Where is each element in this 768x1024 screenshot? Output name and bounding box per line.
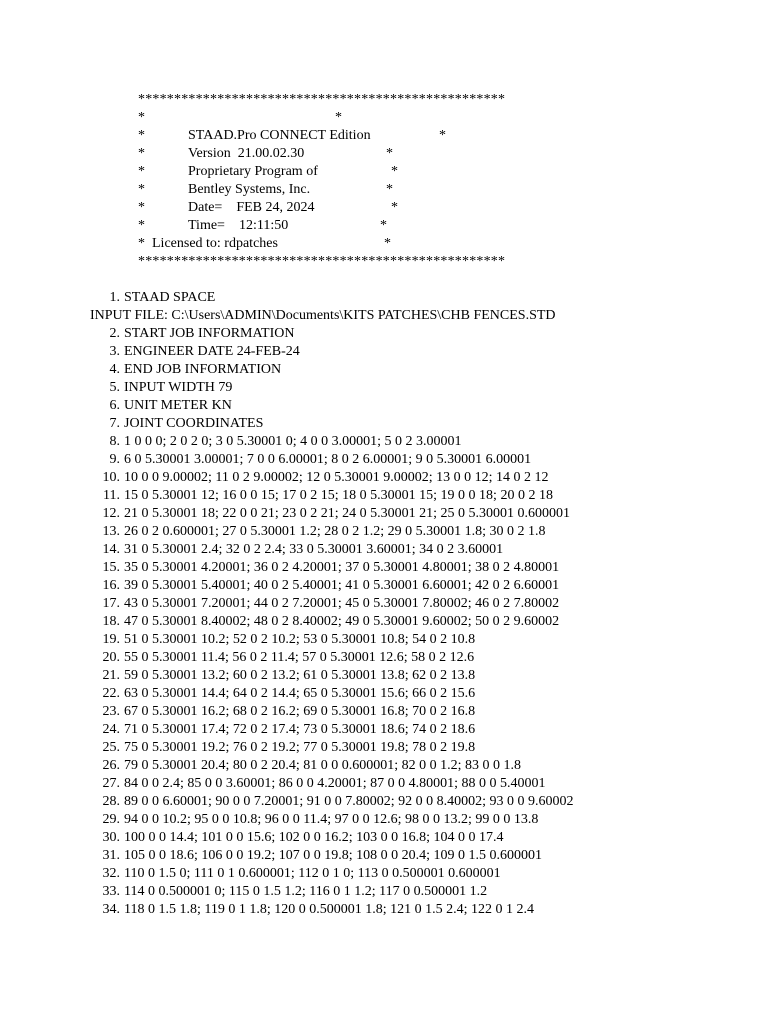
line-text: 71 0 5.30001 17.4; 72 0 2 17.4; 73 0 5.30001 18.6; 74 0 2 18.6 — [124, 722, 476, 737]
banner-star-left: * — [138, 218, 145, 233]
line-number: 10. — [102, 470, 120, 485]
line-text: 35 0 5.30001 4.20001; 36 0 2 4.20001; 37 0 5.30001 4.80001; 38 0 2 4.80001 — [124, 560, 560, 575]
line-number: 7. — [109, 416, 120, 431]
line-number: 3. — [109, 344, 120, 359]
banner-star-right: * — [439, 128, 446, 143]
input-file-path: INPUT FILE: C:\Users\ADMIN\Documents\KITS PATCHES\CHB FENCES.STD — [90, 308, 556, 323]
banner-star-left: * — [138, 164, 145, 179]
line-text: JOINT COORDINATES — [124, 416, 264, 431]
banner-star-mid: * — [335, 110, 342, 125]
line-number: 2. — [109, 326, 120, 341]
line-text: END JOB INFORMATION — [124, 362, 282, 377]
line-text: 31 0 5.30001 2.4; 32 0 2 2.4; 33 0 5.30001 3.60001; 34 0 2 3.60001 — [124, 542, 504, 557]
banner-bottom-border: *************************************************** — [138, 254, 506, 269]
line-text: 43 0 5.30001 7.20001; 44 0 2 7.20001; 45 0 5.30001 7.80002; 46 0 2 7.80002 — [124, 596, 560, 611]
line-text: 75 0 5.30001 19.2; 76 0 2 19.2; 77 0 5.30001 19.8; 78 0 2 19.8 — [124, 740, 476, 755]
banner-license: * Licensed to: rdpatches — [138, 236, 278, 251]
line-text: 15 0 5.30001 12; 16 0 0 15; 17 0 2 15; 18 0 5.30001 15; 19 0 0 18; 20 0 2 18 — [124, 488, 553, 503]
line-text: INPUT WIDTH 79 — [124, 380, 233, 395]
banner-date: Date= FEB 24, 2024 — [188, 200, 315, 215]
line-number: 6. — [109, 398, 120, 413]
line-text: 1 0 0 0; 2 0 2 0; 3 0 5.30001 0; 4 0 0 3.00001; 5 0 2 3.00001 — [124, 434, 462, 449]
line-number: 14. — [102, 542, 120, 557]
line-number: 25. — [102, 740, 120, 755]
line-number: 20. — [102, 650, 120, 665]
banner-time: Time= 12:11:50 — [188, 218, 289, 233]
banner-version: Version 21.00.02.30 — [188, 146, 305, 161]
banner-company: Bentley Systems, Inc. — [188, 182, 311, 197]
line-number: 22. — [102, 686, 120, 701]
line-number: 24. — [102, 722, 120, 737]
line-text: 94 0 0 10.2; 95 0 0 10.8; 96 0 0 11.4; 97 0 0 12.6; 98 0 0 13.2; 99 0 0 13.8 — [124, 812, 539, 827]
line-number: 34. — [102, 902, 120, 917]
banner-star-right: * — [380, 218, 387, 233]
line-text: 105 0 0 18.6; 106 0 0 19.2; 107 0 0 19.8; 108 0 0 20.4; 109 0 1.5 0.600001 — [124, 848, 543, 863]
line-number: 21. — [102, 668, 120, 683]
banner-top-border: *************************************************** — [138, 92, 506, 107]
banner-star-left: * — [138, 182, 145, 197]
line-text: 114 0 0.500001 0; 115 0 1.5 1.2; 116 0 1 1.2; 117 0 0.500001 1.2 — [124, 884, 488, 899]
line-text: 21 0 5.30001 18; 22 0 0 21; 23 0 2 21; 24 0 5.30001 21; 25 0 5.30001 0.600001 — [124, 506, 571, 521]
line-text: 26 0 2 0.600001; 27 0 5.30001 1.2; 28 0 2 1.2; 29 0 5.30001 1.8; 30 0 2 1.8 — [124, 524, 546, 539]
line-text: ENGINEER DATE 24-FEB-24 — [124, 344, 300, 359]
line-number: 23. — [102, 704, 120, 719]
banner-star-right: * — [386, 182, 393, 197]
line-number: 12. — [102, 506, 120, 521]
line-text: 39 0 5.30001 5.40001; 40 0 2 5.40001; 41 0 5.30001 6.60001; 42 0 2 6.60001 — [124, 578, 560, 593]
line-text: START JOB INFORMATION — [124, 326, 295, 341]
banner-star-left: * — [138, 146, 145, 161]
line-text: 51 0 5.30001 10.2; 52 0 2 10.2; 53 0 5.30001 10.8; 54 0 2 10.8 — [124, 632, 476, 647]
line-text: 47 0 5.30001 8.40002; 48 0 2 8.40002; 49 0 5.30001 9.60002; 50 0 2 9.60002 — [124, 614, 560, 629]
line-number: 11. — [103, 488, 120, 503]
line-number: 28. — [102, 794, 120, 809]
line-text: 6 0 5.30001 3.00001; 7 0 0 6.00001; 8 0 2 6.00001; 9 0 5.30001 6.00001 — [124, 452, 532, 467]
line-number: 16. — [102, 578, 120, 593]
line-text: 55 0 5.30001 11.4; 56 0 2 11.4; 57 0 5.30001 12.6; 58 0 2 12.6 — [124, 650, 475, 665]
line-number: 4. — [109, 362, 120, 377]
line-number: 27. — [102, 776, 120, 791]
banner-star-left: * — [138, 128, 145, 143]
banner-star-right: * — [386, 146, 393, 161]
line-number: 8. — [109, 434, 120, 449]
banner-star-right: * — [391, 200, 398, 215]
line-number: 15. — [102, 560, 120, 575]
line-text: UNIT METER KN — [124, 398, 232, 413]
line-text: 110 0 1.5 0; 111 0 1 0.600001; 112 0 1 0; 113 0 0.500001 0.600001 — [124, 866, 501, 881]
line-text: 59 0 5.30001 13.2; 60 0 2 13.2; 61 0 5.30001 13.8; 62 0 2 13.8 — [124, 668, 476, 683]
line-text: 67 0 5.30001 16.2; 68 0 2 16.2; 69 0 5.30001 16.8; 70 0 2 16.8 — [124, 704, 476, 719]
banner-proprietary: Proprietary Program of — [188, 164, 318, 179]
line-text: 89 0 0 6.60001; 90 0 0 7.20001; 91 0 0 7.80002; 92 0 0 8.40002; 93 0 0 9.60002 — [124, 794, 574, 809]
line-number: 26. — [102, 758, 120, 773]
line-text: STAAD SPACE — [124, 290, 216, 305]
line-number: 9. — [109, 452, 120, 467]
banner-star-right: * — [391, 164, 398, 179]
line-number: 30. — [102, 830, 120, 845]
banner-star-left: * — [138, 200, 145, 215]
line-number: 17. — [102, 596, 120, 611]
line-text: 100 0 0 14.4; 101 0 0 15.6; 102 0 0 16.2; 103 0 0 16.8; 104 0 0 17.4 — [124, 830, 504, 845]
line-number: 33. — [102, 884, 120, 899]
line-number: 32. — [102, 866, 120, 881]
banner-title: STAAD.Pro CONNECT Edition — [188, 128, 371, 143]
line-number: 18. — [102, 614, 120, 629]
line-number: 13. — [102, 524, 120, 539]
line-number: 31. — [102, 848, 120, 863]
line-text: 118 0 1.5 1.8; 119 0 1 1.8; 120 0 0.500001 1.8; 121 0 1.5 2.4; 122 0 1 2.4 — [124, 902, 535, 917]
line-number: 5. — [109, 380, 120, 395]
line-text: 79 0 5.30001 20.4; 80 0 2 20.4; 81 0 0 0.600001; 82 0 0 1.2; 83 0 0 1.8 — [124, 758, 522, 773]
line-number: 29. — [102, 812, 120, 827]
line-text: 63 0 5.30001 14.4; 64 0 2 14.4; 65 0 5.30001 15.6; 66 0 2 15.6 — [124, 686, 476, 701]
banner-star-left: * — [138, 110, 145, 125]
line-number: 19. — [102, 632, 120, 647]
line-text: 84 0 0 2.4; 85 0 0 3.60001; 86 0 0 4.20001; 87 0 0 4.80001; 88 0 0 5.40001 — [124, 776, 546, 791]
line-number: 1. — [109, 290, 120, 305]
banner-star-right: * — [384, 236, 391, 251]
line-text: 10 0 0 9.00002; 11 0 2 9.00002; 12 0 5.30001 9.00002; 13 0 0 12; 14 0 2 12 — [124, 470, 549, 485]
